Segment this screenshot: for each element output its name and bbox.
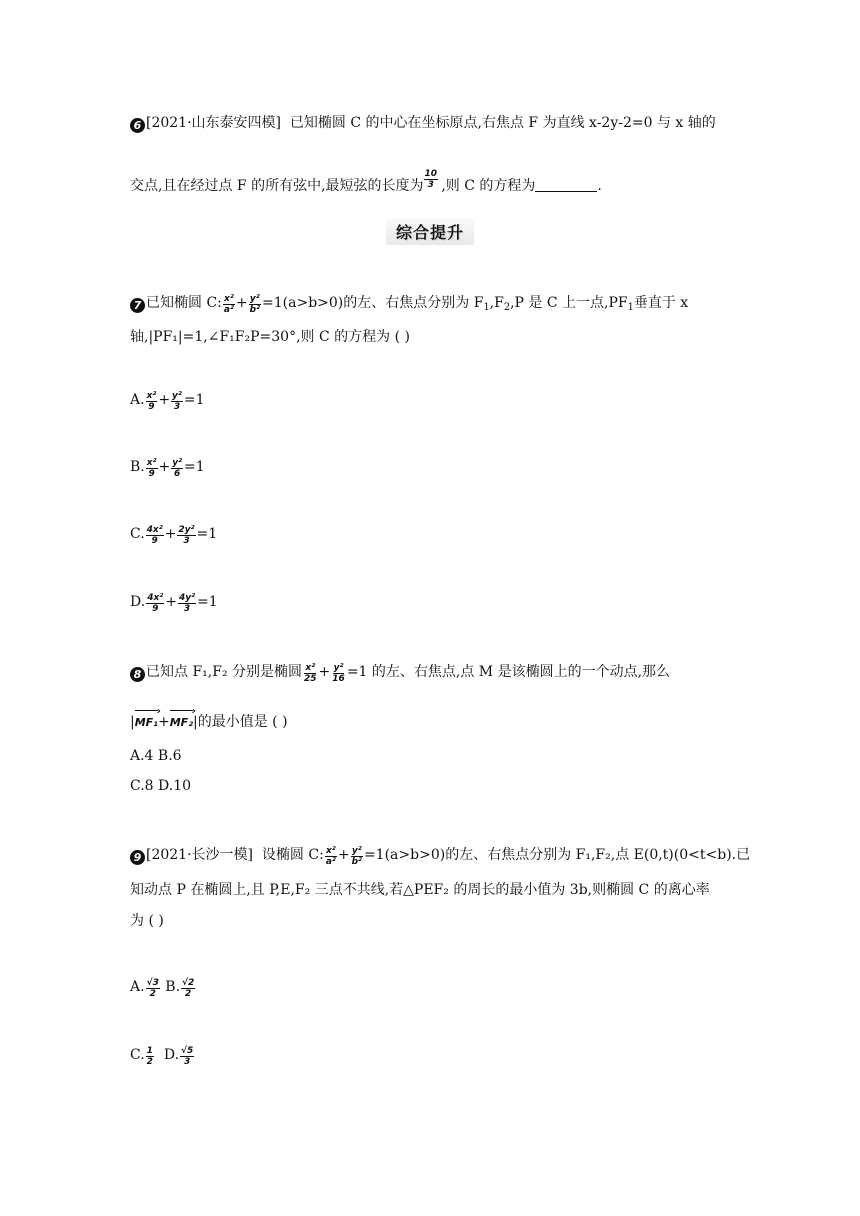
q7-frac-y: $\frac{\text{y²}}{\text{b²}}$: [249, 294, 261, 315]
q7-option-c[interactable]: C. $\frac{\text{4x²}}{9}$ + $\frac{\text{2y²}}{3}$ =1: [130, 525, 218, 546]
q9-line2: 知动点 P 在椭圆上,且 P,E,F₂ 三点不共线,若△PEF₂ 的周长的最小值为 3b,则椭圆 C 的离心率: [130, 882, 710, 898]
q6-line1: [130, 113, 730, 133]
q8-options-cd[interactable]: C.8 D.10: [130, 778, 192, 794]
question-number-badge: 8: [130, 667, 145, 682]
q8-options-ab[interactable]: A.4 B.6: [130, 748, 182, 764]
q6-source: [2021·山东泰安四模]: [146, 115, 282, 131]
q8-line2: |MF₁ ›+MF₂ ›|的最小值是 ( ): [130, 712, 730, 733]
q9-line1: 9 [2021·长沙一模] 设椭圆 C: $\frac{\text{x²}}{\text{a²}}$ + $\frac{\text{y²}}{\text{b²}}$ =1(a>b>0)的左、右焦点分别为 F₁,F₂,点 E(0,t)(0<t<b).已: [130, 845, 730, 867]
q7-option-a[interactable]: A. $\frac{\text{x²}}{9}$ + $\frac{\text{y²}}{3}$ =1: [130, 391, 205, 412]
q7-option-b[interactable]: B. $\frac{\text{x²}}{9}$ + $\frac{\text{y²}}{6}$ =1: [130, 458, 205, 479]
q7-option-d[interactable]: D. $\frac{\text{4x²}}{9}$ + $\frac{\text{4y²}}{3}$ =1: [130, 593, 218, 614]
q9-options-ab[interactable]: A. $\frac{√3}{2}$ B. $\frac{√2}{2}$: [130, 978, 195, 999]
q9-line3: 为 ( ): [130, 913, 164, 929]
q6-fraction: $\frac{10}{3}$: [424, 169, 438, 190]
question-number-badge: 6: [130, 118, 145, 133]
q6-text1: 已知椭圆 C 的中心在坐标原点,右焦点 F 为直线 x-2y-2=0 与 x 轴的: [289, 115, 716, 131]
q6-text2b: ,则 C 的方程为: [441, 178, 536, 194]
q7-line1: 7 已知椭圆 C: $\frac{\text{x²}}{\text{a²}}$ + $\frac{\text{y²}}{\text{b²}}$ =1(a>b>0)的左、右焦点分别为 $F_1,F_2,P$ 是 C 上一点$,PF_1$垂直于 x: [130, 293, 730, 318]
question-number-badge: 7: [130, 298, 145, 313]
question-number-badge: 9: [130, 850, 145, 865]
q7-line2: 轴,|PF₁|=1,∠F₁F₂P=30°,则 C 的方程为 ( ): [130, 329, 410, 345]
q8-line1: 8 已知点 F₁,F₂ 分别是椭圆 $\frac{\text{x²}}{25}$ + $\frac{\text{y²}}{16}$ =1 的左、右焦点,点 M 是该椭圆上的一个动点,那么: [130, 662, 730, 684]
q7-frac-x: $\frac{\text{x²}}{\text{a²}}$: [223, 294, 234, 315]
q9-options-cd[interactable]: C. $\frac{1}{2}$ D. $\frac{√5}{3}$: [130, 1046, 194, 1067]
section-heading: 综合提升: [0, 218, 860, 245]
q6-line2: 交点,且在经过点 F 的所有弦中,最短弦的长度为 $\frac{10}{3}$ ,则 C 的方程为 .: [130, 169, 602, 194]
vector-mf2: MF₂ ›: [170, 713, 193, 733]
vector-mf1: MF₁ ›: [135, 713, 158, 733]
answer-blank[interactable]: [535, 177, 597, 192]
q6-text2a: 交点,且在经过点 F 的所有弦中,最短弦的长度为: [130, 178, 424, 194]
